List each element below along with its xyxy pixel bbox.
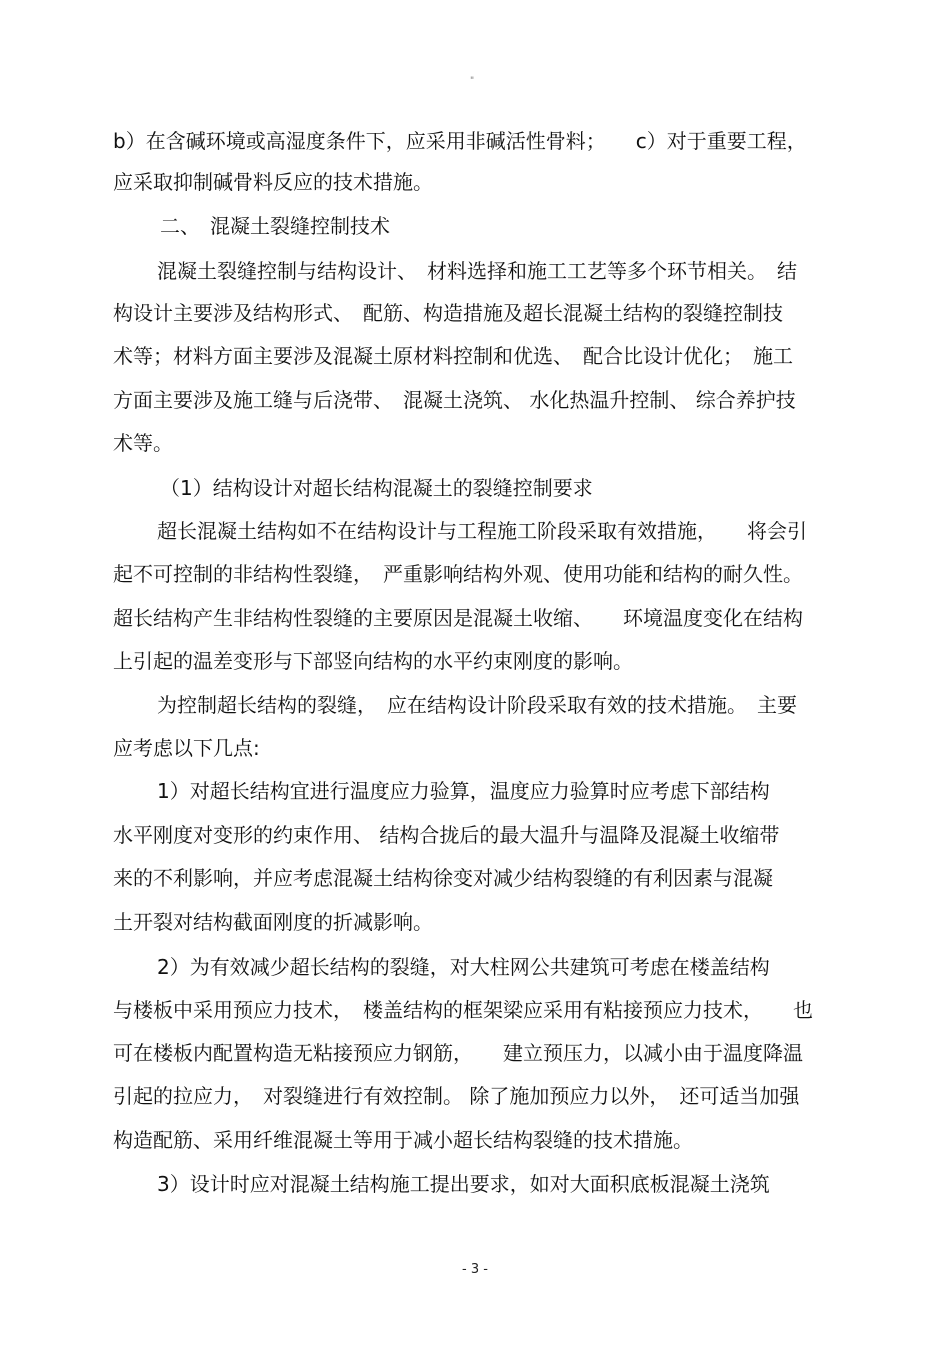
text-line-15: 应考虑以下几点: <box>113 736 260 760</box>
text-line-25: 3）设计时应对混凝土结构施工提出要求，如对大面积底板混凝土浇筑 <box>157 1172 770 1196</box>
text-line-1: b）在含碱环境或高湿度条件下，应采用非碱活性骨料； c）对于重要工程， <box>113 129 807 153</box>
text-line-17: 水平刚度对变形的约束作用、 结构合拢后的最大温升与温降及混凝土收缩带 <box>113 823 780 847</box>
text-line-12: 超长结构产生非结构性裂缝的主要原因是混凝土收缩、 环境温度变化在结构 <box>113 606 803 630</box>
header-mark: " <box>470 76 475 86</box>
section-heading: 二、 混凝土裂缝控制技术 <box>160 214 390 238</box>
text-line-21: 与楼板中采用预应力技术， 楼盖结构的框架梁应采用有粘接预应力技术， 也 <box>113 998 813 1022</box>
text-line-6: 术等；材料方面主要涉及混凝土原材料控制和优选、 配合比设计优化； 施工 <box>113 344 793 368</box>
text-line-22: 可在楼板内配置构造无粘接预应力钢筋， 建立预压力，以减小由于温度降温 <box>113 1041 803 1065</box>
text-line-19: 土开裂对结构截面刚度的折减影响。 <box>113 910 433 934</box>
text-line-23: 引起的拉应力， 对裂缝进行有效控制。 除了施加预应力以外， 还可适当加强 <box>113 1084 800 1108</box>
subsection-heading: （1）结构设计对超长结构混凝土的裂缝控制要求 <box>160 476 593 500</box>
text-line-24: 构造配筋、采用纤维混凝土等用于减小超长结构裂缝的技术措施。 <box>113 1128 693 1152</box>
text-line-4: 混凝土裂缝控制与结构设计、 材料选择和施工工艺等多个环节相关。 结 <box>157 259 797 283</box>
text-line-8: 术等。 <box>113 431 173 455</box>
text-line-2: 应采取抑制碱骨料反应的技术措施。 <box>113 170 433 194</box>
text-line-11: 起不可控制的非结构性裂缝， 严重影响结构外观、使用功能和结构的耐久性。 <box>113 562 803 586</box>
text-line-18: 来的不利影响，并应考虑混凝土结构徐变对减少结构裂缝的有利因素与混凝 <box>113 866 773 890</box>
text-line-10: 超长混凝土结构如不在结构设计与工程施工阶段采取有效措施， 将会引 <box>157 519 807 543</box>
text-line-7: 方面主要涉及施工缝与后浇带、 混凝土浇筑、 水化热温升控制、 综合养护技 <box>113 388 796 412</box>
text-line-13: 上引起的温差变形与下部竖向结构的水平约束刚度的影响。 <box>113 649 633 673</box>
text-line-16: 1）对超长结构宜进行温度应力验算，温度应力验算时应考虑下部结构 <box>157 779 770 803</box>
text-line-14: 为控制超长结构的裂缝， 应在结构设计阶段采取有效的技术措施。 主要 <box>157 693 797 717</box>
text-line-20: 2）为有效减少超长结构的裂缝，对大柱网公共建筑可考虑在楼盖结构 <box>157 955 770 979</box>
text-line-5: 构设计主要涉及结构形式、 配筋、构造措施及超长混凝土结构的裂缝控制技 <box>113 301 783 325</box>
page-number: - 3 - <box>462 1262 488 1277</box>
